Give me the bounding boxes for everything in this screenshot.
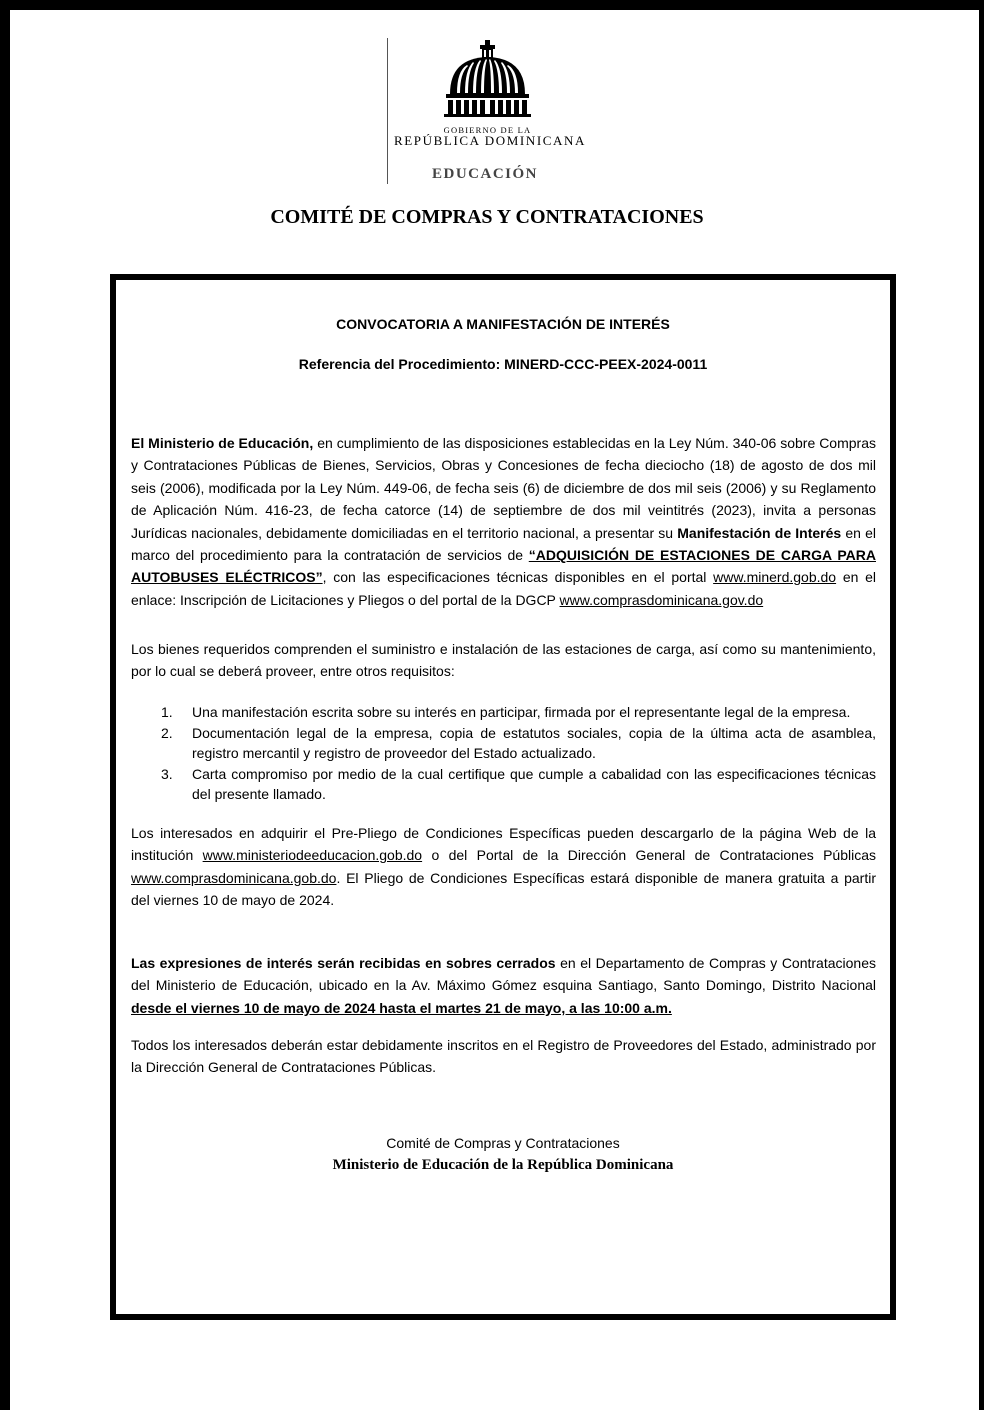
paragraph-requirements-intro: Los bienes requeridos comprenden el suministro e instalación de las estaciones de carga, así como su mantenimiento, por lo cual se deberá proveer, entre otros requisitos:: [131, 641, 876, 680]
paragraph-invitation: [131, 432, 876, 611]
logo-government-label: GOBIERNO DE LA: [443, 125, 532, 135]
invitation-text-4: en el enlace: Inscripción de Licitaciones y Pliegos o del portal de la DGCP: [131, 569, 877, 608]
notice-box: [110, 274, 896, 1320]
page-border-top: [0, 0, 984, 10]
logo-divider: [387, 38, 388, 184]
ministry-website-link[interactable]: www.ministeriodeeducacion.gob.do: [202, 847, 423, 864]
notice-title: CONVOCATORIA A MANIFESTACIÓN DE INTERÉS: [336, 316, 670, 332]
list-item-number: 3.: [161, 765, 173, 782]
logo-country-label: REPÚBLICA DOMINICANA: [394, 133, 586, 148]
invitation-text-2: en el marco del procedimiento para la contratación de servicios de: [131, 524, 876, 564]
list-item-text: Carta compromiso por medio de la cual certifique que cumple a cabalidad con las especificaciones técnicas del presente llamado.: [192, 765, 876, 803]
minerd-portal-link[interactable]: www.minerd.gob.do: [713, 569, 837, 586]
invitation-text: en cumplimiento de las disposiciones establecidas en la Ley Núm. 340-06 sobre Compras y Contrataciones Públicas de Bienes, Servicios, Obras y Concesiones de fecha dieciocho (18) de agosto de dos mil seis (2006), modificada por la Ley Núm. 449-06, de fecha seis (6) de diciembre de dos mil seis (2006) y su Reglamento de Aplicación Núm. 416-23, de fecha catorce (14) de septiembre de dos mil veintitrés (2023), invita a personas Jurídicas nacionales, debidamente domiciliadas en el territorio nacional, a presentar su: [131, 435, 876, 541]
reception-dates: desde el viernes 10 de mayo de 2024 hasta el martes 21 de mayo, a las 10:00 a.m.: [131, 999, 672, 1016]
procedure-reference: Referencia del Procedimiento: MINERD-CCC-PEEX-2024-0011: [298, 356, 708, 372]
invitation-text-3: , con las especificaciones técnicas disponibles en el portal: [322, 569, 714, 586]
list-item-text: Documentación legal de la empresa, copia de estatutos sociales, copia de la última acta de asamblea, registro mercantil y registro de proveedor del Estado actualizado.: [192, 724, 876, 762]
list-item: [131, 702, 876, 723]
government-dome-logo-icon: [440, 38, 535, 118]
list-item-number: 2.: [161, 724, 173, 741]
page-border-right: [979, 0, 984, 1410]
paragraph-reception: [131, 952, 876, 1019]
download-text-2: o del Portal de la Dirección General de Contrataciones Públicas: [422, 847, 876, 864]
download-text: Los interesados en adquirir el Pre-Pliego de Condiciones Específicas pueden descargarlo de la página Web de la institución: [131, 825, 876, 864]
paragraph-download: [131, 822, 876, 912]
ministry-lead: El Ministerio de Educación,: [131, 435, 314, 451]
signature-committee: Comité de Compras y Contrataciones: [386, 1135, 620, 1151]
list-item: [131, 723, 876, 764]
paragraph-registration: Todos los interesados deberán estar debidamente inscritos en el Registro de Proveedores del Estado, administrado por la Dirección General de Contrataciones Públicas.: [131, 1037, 876, 1076]
logo-department-label: EDUCACIÓN: [431, 166, 538, 182]
reception-text: en el Departamento de Compras y Contrataciones del Ministerio de Educación, ubicado en la Av. Máximo Gómez esquina Santiago, Santo Domingo, Distrito Nacional: [131, 955, 876, 994]
list-item: [131, 764, 876, 805]
dgcp-portal-link[interactable]: www.comprasdominicana.gov.do: [559, 591, 764, 608]
procurement-title: “ADQUISICIÓN DE ESTACIONES DE CARGA PARA AUTOBUSES ELÉCTRICOS”: [131, 547, 876, 586]
requirements-list: [131, 702, 876, 805]
list-item-number: 1.: [161, 704, 173, 720]
manifestation-term: Manifestación de Interés: [677, 524, 842, 541]
committee-title: COMITÉ DE COMPRAS Y CONTRATACIONES: [270, 206, 704, 228]
compras-dominicana-link[interactable]: www.comprasdominicana.gob.do: [131, 869, 337, 886]
download-text-3: . El Pliego de Condiciones Específicas estará disponible de manera gratuita a partir del viernes 10 de mayo de 2024.: [131, 869, 876, 909]
reception-lead: Las expresiones de interés serán recibidas en sobres cerrados: [131, 955, 556, 971]
list-item-text: Una manifestación escrita sobre su interés en participar, firmada por el representante legal de la empresa.: [192, 704, 851, 720]
signature-ministry: Ministerio de Educación de la República Dominicana: [332, 1157, 674, 1173]
